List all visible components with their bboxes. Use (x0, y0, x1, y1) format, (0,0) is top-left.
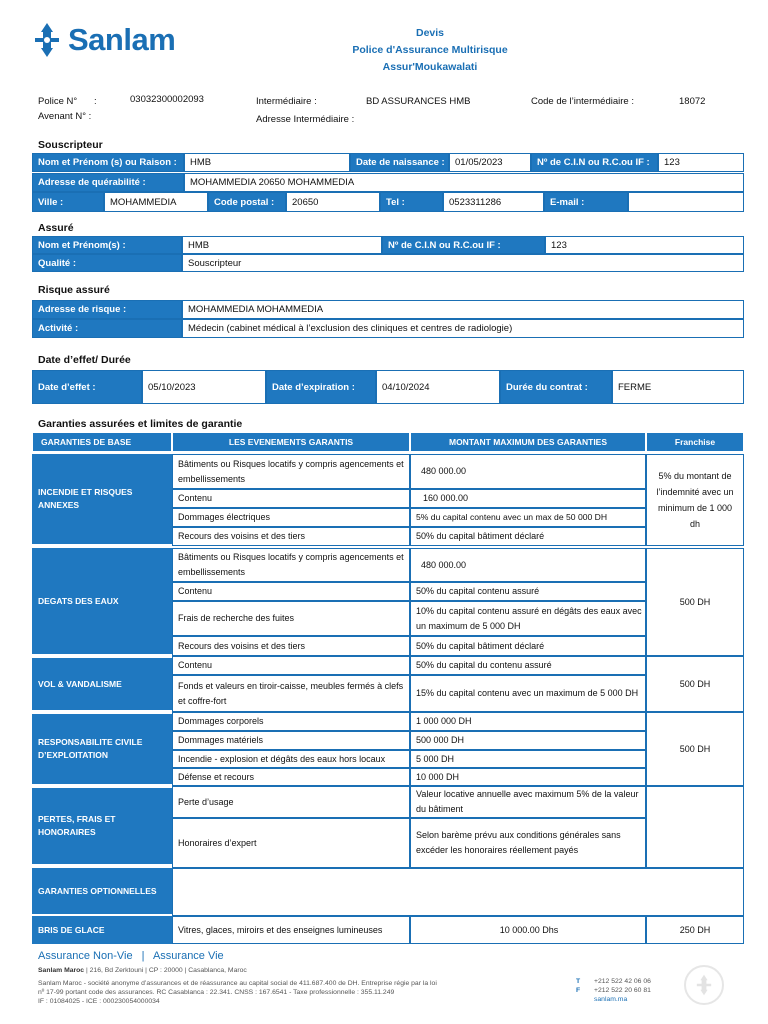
sous-tel-label: Tel : (380, 192, 443, 212)
sanlam-logo (32, 22, 175, 58)
sous-email-label: E-mail : (544, 192, 628, 212)
cat-rc: RESPONSABILITE CIVILE D’EXPLOITATION (32, 714, 172, 786)
ev-rc-incendie: Incendie - explosion et dégâts des eaux hors locaux (172, 750, 410, 768)
code-intermediaire-label: Code de l’intermédiaire : (531, 96, 634, 107)
section-souscripteur: Souscripteur (38, 139, 103, 151)
ev-pertes-honoraires: Honoraires d’expert (172, 818, 410, 868)
franchise-rc: 500 DH (646, 712, 744, 786)
document-title (300, 25, 560, 76)
section-risque: Risque assuré (38, 284, 110, 296)
sous-nom-label: Nom et Prénom (s) ou Raison : (32, 153, 184, 172)
title-police: Police d'Assurance Multirisque (352, 44, 508, 56)
ev-bris-glace: Vitres, glaces, miroirs et des enseignes lumineuses (172, 916, 410, 944)
expiration-value: 04/10/2024 (376, 370, 500, 404)
ev-rc-defense: Défense et recours (172, 768, 410, 786)
sous-naissance-label: Date de naissance : (350, 153, 449, 172)
ev-incendie-batiments: Bâtiments ou Risques locatifs y compris agencements et embellissements (172, 454, 410, 489)
police-colon: : (94, 96, 97, 107)
cat-degats-eaux: DEGATS DES EAUX (32, 548, 172, 656)
assure-nom-value: HMB (182, 236, 382, 254)
footer-contacts (576, 977, 651, 1004)
section-effet: Date d’effet/ Durée (38, 354, 131, 366)
ev-vol-fonds: Fonds et valeurs en tiroir-caisse, meubles fermés à clefs et coffre-fort (172, 675, 410, 712)
risque-adresse-value: MOHAMMEDIA MOHAMMEDIA (182, 300, 744, 319)
mt-degats-fuites: 10% du capital contenu assuré en dégâts des eaux avec un maximum de 5 000 DH (410, 601, 646, 636)
footer-address (38, 966, 247, 975)
sous-ville-value: MOHAMMEDIA (104, 192, 208, 212)
effet-date-value: 05/10/2023 (142, 370, 266, 404)
mt-incendie-batiments: 480 000.00 (410, 454, 646, 489)
mt-vol-fonds: 15% du capital contenu avec un maximum de 5 000 DH (410, 675, 646, 712)
title-product: Assur'Moukawalati (382, 61, 478, 73)
ev-rc-corporels: Dommages corporels (172, 712, 410, 731)
mt-vol-contenu: 50% du capital du contenu assuré (410, 656, 646, 675)
expiration-label: Date d’expiration : (266, 370, 376, 404)
cat-optionnelles: GARANTIES OPTIONNELLES (32, 868, 172, 916)
mt-pertes-honoraires: Selon barème prévu aux conditions générales sans excéder les honoraires réellement payés (410, 818, 646, 868)
col-header-montant: MONTANT MAXIMUM DES GARANTIES (410, 432, 646, 452)
footer-legal-3: IF : 01084025 - ICE : 000230054000034 (38, 998, 160, 1005)
franchise-incendie: 5% du montant de l’indemnité avec un minimum de 1 000 dh (646, 454, 744, 546)
ev-incendie-recours: Recours des voisins et des tiers (172, 527, 410, 546)
footer-legal (38, 979, 538, 1006)
title-devis: Devis (415, 27, 445, 39)
link-non-vie[interactable]: Assurance Non-Vie (38, 950, 133, 962)
assure-qualite-label: Qualité : (32, 254, 182, 272)
mt-degats-recours: 50% du capital bâtiment déclaré (410, 636, 646, 656)
assure-nom-label: Nom et Prénom(s) : (32, 236, 182, 254)
cat-incendie: INCENDIE ET RISQUES ANNEXES (32, 454, 172, 546)
footer-address-text: | 216, Bd Zerktouni | CP : 20000 | Casablanca, Maroc (84, 967, 247, 974)
sous-ville-label: Ville : (32, 192, 104, 212)
mt-bris-glace: 10 000.00 Dhs (410, 916, 646, 944)
franchise-degats: 500 DH (646, 548, 744, 656)
ev-pertes-usage: Perte d’usage (172, 786, 410, 818)
footer-sep: | (141, 950, 145, 962)
risque-activite-label: Activité : (32, 319, 182, 338)
duree-value: FERME (612, 370, 744, 404)
footer-links (38, 950, 224, 962)
ev-incendie-electriques: Dommages électriques (172, 508, 410, 527)
cat-vol: VOL & VANDALISME (32, 658, 172, 712)
sous-cp-label: Code postal : (208, 192, 286, 212)
fax-value: +212 522 20 60 81 (594, 987, 651, 994)
sous-cp-value: 20650 (286, 192, 380, 212)
ev-vol-contenu: Contenu (172, 656, 410, 675)
mt-incendie-electriques: 5% du capital contenu avec un max de 50 000 DH (410, 508, 646, 527)
franchise-vol: 500 DH (646, 656, 744, 712)
ev-degats-contenu: Contenu (172, 582, 410, 601)
watermark-seal (684, 965, 724, 1005)
mt-rc-materiels: 500 000 DH (410, 731, 646, 750)
mt-incendie-contenu: 160 000.00 (410, 489, 646, 508)
code-intermediaire-value: 18072 (679, 96, 706, 107)
link-vie[interactable]: Assurance Vie (152, 950, 224, 962)
phone-value: +212 522 42 06 06 (594, 978, 651, 985)
intermediaire-label: Intermédiaire : (256, 96, 317, 107)
mt-degats-contenu: 50% du capital contenu assuré (410, 582, 646, 601)
sous-email-value (628, 192, 744, 212)
ev-degats-batiments: Bâtiments ou Risques locatifs y compris agencements et embellissements (172, 548, 410, 582)
police-label: Police N° (38, 96, 78, 107)
col-header-base: GARANTIES DE BASE (32, 432, 172, 452)
sous-cin-value: 123 (658, 153, 744, 172)
phone-label: T (576, 978, 581, 985)
ev-degats-recours: Recours des voisins et des tiers (172, 636, 410, 656)
risque-adresse-label: Adresse de risque : (32, 300, 182, 319)
sous-naissance-value: 01/05/2023 (449, 153, 531, 172)
footer-legal-1: Sanlam Maroc - société anonyme d’assurances et de réassurance au capital social de 411.687.400 de DH. Entreprise régie par la loi (38, 980, 437, 987)
adresse-intermediaire-label: Adresse Intermédiaire : (256, 114, 355, 125)
mt-degats-batiments: 480 000.00 (410, 548, 646, 582)
col-header-evenements: LES EVENEMENTS GARANTIS (172, 432, 410, 452)
ev-rc-materiels: Dommages matériels (172, 731, 410, 750)
mt-pertes-usage: Valeur locative annuelle avec maximum 5% de la valeur du bâtiment (410, 786, 646, 818)
section-garanties: Garanties assurées et limites de garantie (38, 418, 243, 430)
footer-legal-2: nº 17-99 portant code des assurances. RC Casablanca : 22.341. CNSS : 167.6541 - Taxe professionnelle : 355.11.249 (38, 989, 395, 996)
site-link[interactable]: sanlam.ma (594, 996, 628, 1003)
avenant-label: Avenant N° : (38, 111, 92, 122)
risque-activite-value: Médecin (cabinet médical à l’exclusion des cliniques et centres de radiologie) (182, 319, 744, 338)
ev-incendie-contenu: Contenu (172, 489, 410, 508)
sous-adresse-label: Adresse de quérabilité : (32, 173, 184, 192)
mt-rc-incendie: 5 000 DH (410, 750, 646, 768)
sous-nom-value: HMB (184, 153, 350, 172)
sous-adresse-value: MOHAMMEDIA 20650 MOHAMMEDIA (184, 173, 744, 192)
cat-bris-glace: BRIS DE GLACE (32, 916, 172, 944)
ev-degats-fuites: Frais de recherche des fuites (172, 601, 410, 636)
footer-company: Sanlam Maroc (38, 967, 85, 974)
brand-name: Sanlam (68, 22, 176, 57)
mt-rc-corporels: 1 000 000 DH (410, 712, 646, 731)
sanlam-shield-icon (32, 22, 62, 58)
effet-date-label: Date d’effet : (32, 370, 142, 404)
duree-label: Durée du contrat : (500, 370, 612, 404)
intermediaire-value: BD ASSURANCES HMB (366, 96, 471, 107)
col-header-franchise: Franchise (646, 432, 744, 452)
optionnelles-empty-row (172, 868, 744, 916)
police-value: 03032300002093 (130, 94, 204, 105)
watermark-shield-icon (695, 974, 713, 996)
franchise-bris-glace: 250 DH (646, 916, 744, 944)
assure-cin-label: Nº de C.I.N ou R.C.ou IF : (382, 236, 545, 254)
franchise-pertes (646, 786, 744, 868)
mt-incendie-recours: 50% du capital bâtiment déclaré (410, 527, 646, 546)
sous-cin-label: Nº de C.I.N ou R.C.ou IF : (531, 153, 658, 172)
assure-cin-value: 123 (545, 236, 744, 254)
assure-qualite-value: Souscripteur (182, 254, 744, 272)
cat-pertes: PERTES, FRAIS ET HONORAIRES (32, 788, 172, 866)
sous-tel-value: 0523311286 (443, 192, 544, 212)
section-assure: Assuré (38, 222, 74, 234)
mt-rc-defense: 10 000 DH (410, 768, 646, 786)
fax-label: F (576, 987, 581, 994)
